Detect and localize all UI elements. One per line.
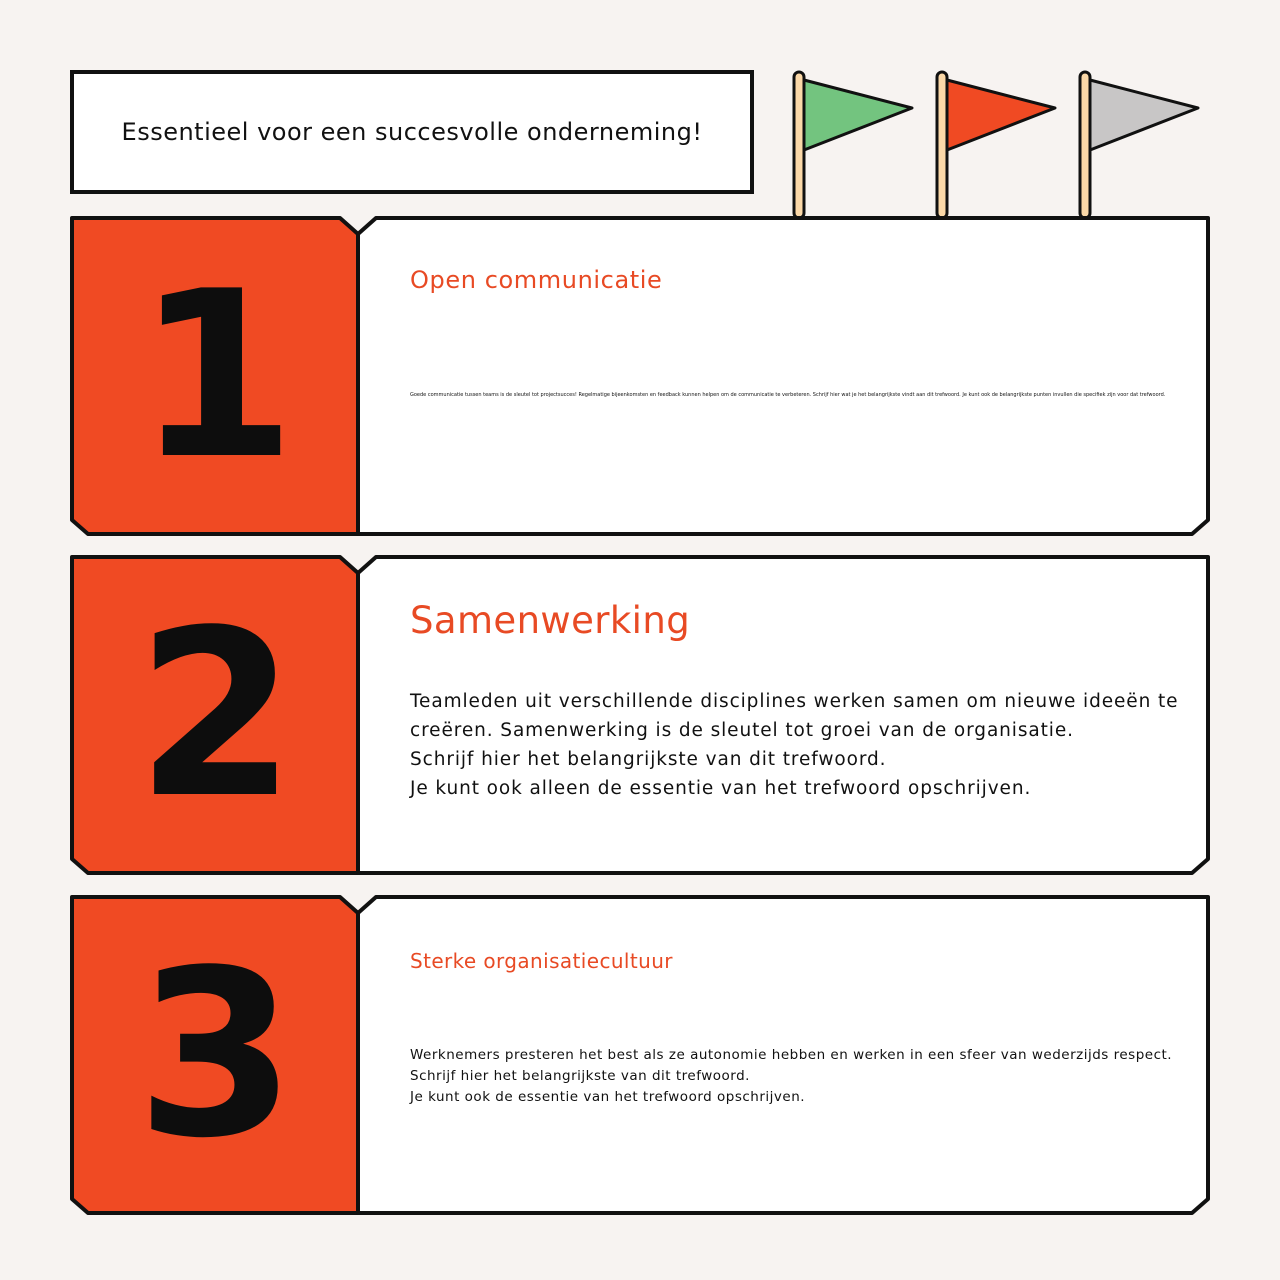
green-flag-icon [794, 72, 912, 218]
item-number: 2 [135, 581, 297, 849]
item-number: 1 [135, 242, 297, 510]
item-body: Teamleden uit verschillende disciplines werken samen om nieuwe ideeën te creëren. Samenwerking is de sleutel tot groei van de organisatie. Schrijf hier het belangrijkste van dit trefwoord. Je kunt ook alleen de essentie van het trefwoord opschrijven. [410, 691, 1179, 799]
item-body: Werknemers presteren het best als ze autonomie hebben en werken in een sfeer van wederzijds respect. Schrijf hier het belangrijkste van dit trefwoord. Je kunt ook de essentie van het trefwoord opschrijven. [410, 1047, 1173, 1105]
item-card-1 [68, 214, 1212, 538]
item-heading: Sterke organisatiecultuur [410, 949, 673, 973]
item-body: Goede communicatie tussen teams is de sleutel tot projectsucces! Regelmatige bijeenkomsten en feedback kunnen helpen om de communicatie te verbeteren. Schrijf hier wat je het belangrijkste vindt aan dit trefwoord. Je kunt ook de belangrijkste punten invullen die specifiek zijn voor dat trefwoord. [410, 392, 1166, 398]
item-number: 3 [135, 921, 297, 1189]
item-heading: Samenwerking [410, 599, 691, 642]
item-card-3 [68, 893, 1212, 1217]
item-card-2 [68, 553, 1212, 877]
page-title: Essentieel voor een succesvolle onderneming! [121, 118, 703, 146]
item-heading: Open communicatie [410, 266, 663, 294]
gray-flag-icon [1080, 72, 1198, 218]
red-flag-icon [937, 72, 1055, 218]
flags-decoration [780, 60, 1220, 220]
title-box [70, 70, 754, 194]
